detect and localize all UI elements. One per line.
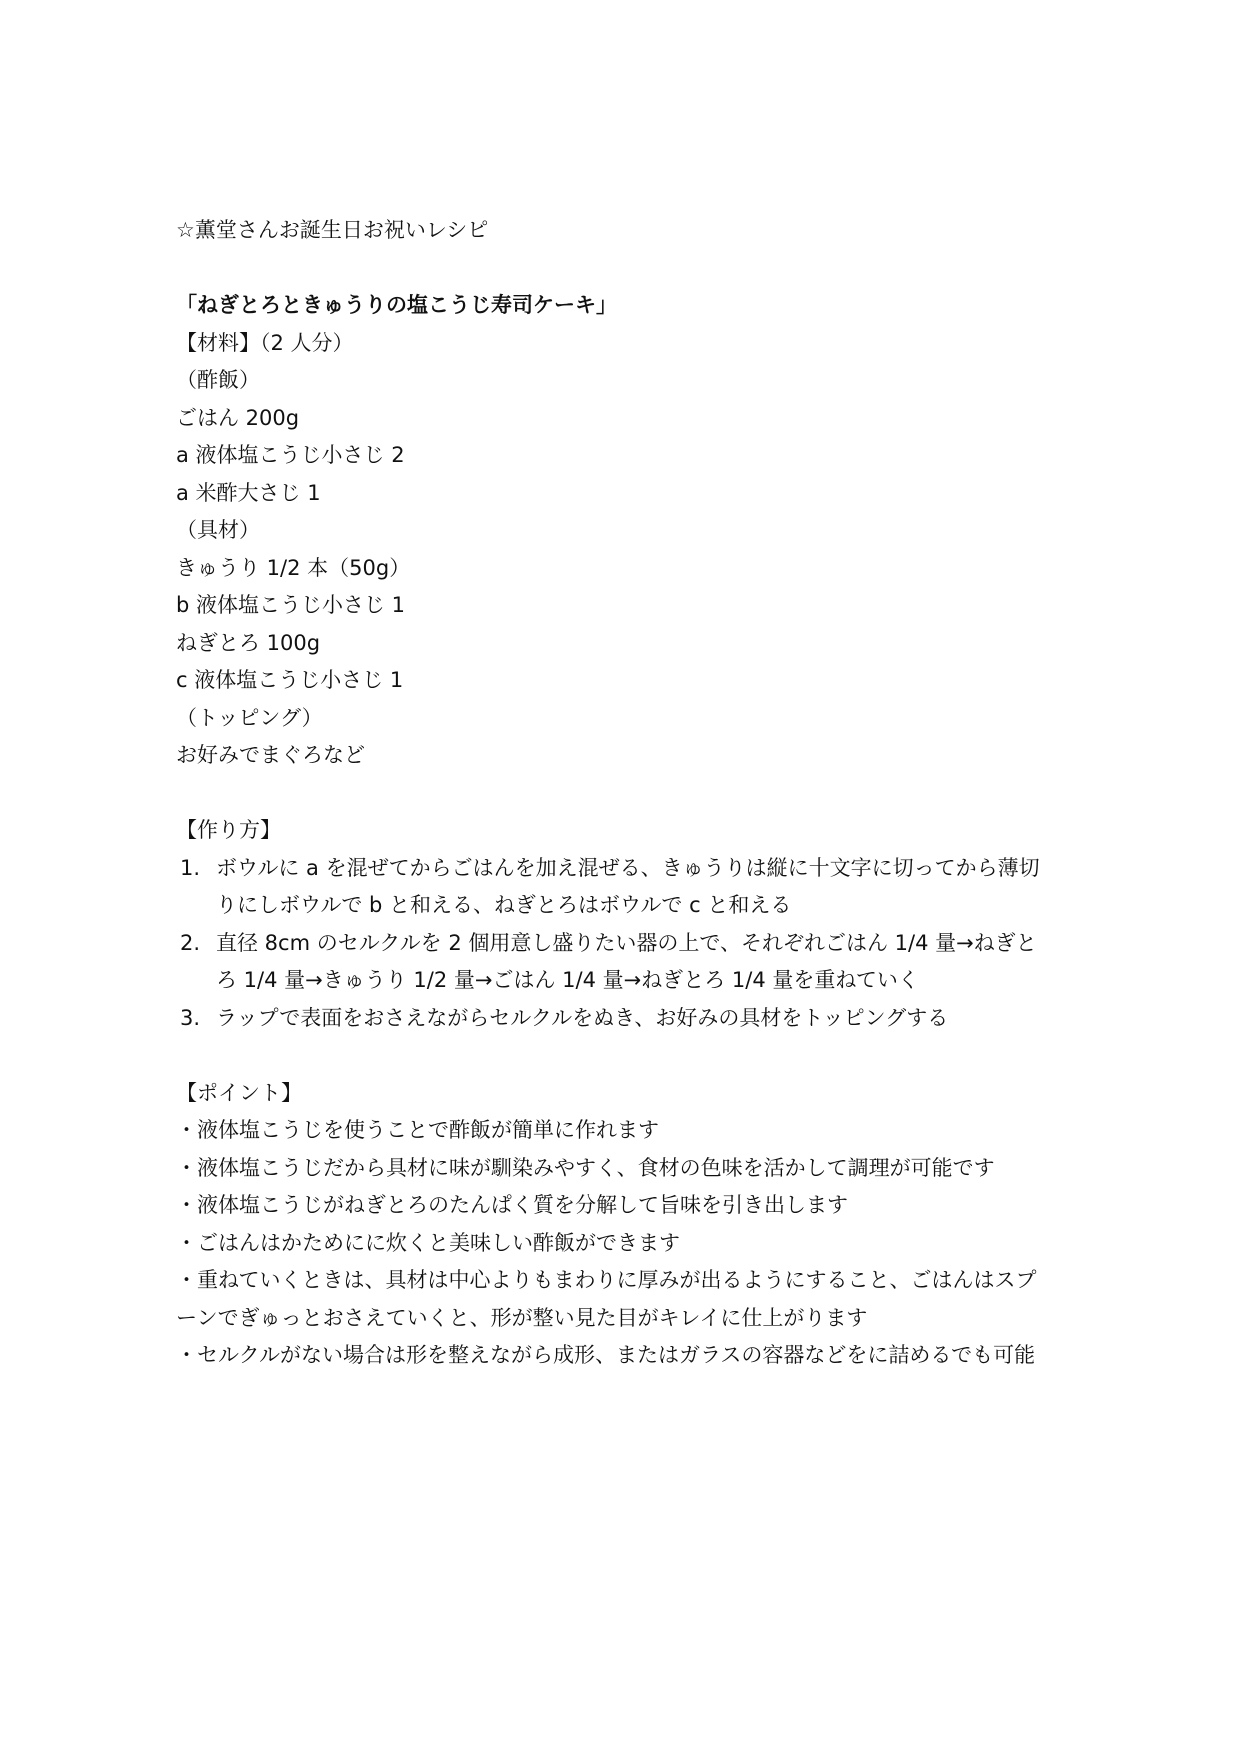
- ingredient-line: きゅうり 1/2 本（50g）: [176, 555, 411, 580]
- method-heading: 【作り方】: [176, 818, 281, 842]
- recipe-title: 「ねぎとろときゅうりの塩こうじ寿司ケーキ」: [176, 293, 617, 317]
- step-item: [176, 1000, 1076, 1038]
- spacer: [176, 1037, 1076, 1075]
- point-line: ・液体塩こうじを使うことで酢飯が簡単に作れます: [176, 1118, 659, 1142]
- ingredients-heading: 【材料】（2 人分）: [176, 330, 354, 355]
- point-line: ・ごはんはかためにに炊くと美味しい酢飯ができます: [176, 1230, 680, 1255]
- ingredient-line: b 液体塩こうじ小さじ 1: [176, 593, 406, 617]
- ingredient-list: [176, 362, 1076, 775]
- step-text: ろ 1/4 量→きゅうり 1/2 量→ごはん 1/4 量→ねぎとろ 1/4 量を重ねていく: [216, 968, 919, 992]
- spacer: [176, 775, 1076, 813]
- step-text: 直径 8cm のセルクルを 2 個用意し盛りたい器の上で、それぞれごはん 1/4 量→ねぎと: [216, 930, 1037, 955]
- point-line: ・液体塩こうじがねぎとろのたんぱく質を分解して旨味を引き出します: [176, 1193, 848, 1217]
- step-number: 1.: [180, 855, 201, 880]
- point-list: [176, 1112, 1076, 1375]
- point-line: ・液体塩こうじだから具材に味が馴染みやすく、食材の色味を活かして調理が可能です: [176, 1155, 995, 1180]
- step-item: [176, 850, 1076, 925]
- points-heading: 【ポイント】: [176, 1080, 302, 1105]
- spacer: [176, 250, 1076, 288]
- step-number: 2.: [180, 930, 201, 955]
- document-body: [176, 212, 1076, 1375]
- ingredient-line: a 米酢大さじ 1: [176, 480, 321, 505]
- ingredient-line: （酢飯）: [176, 368, 260, 392]
- step-item: [176, 925, 1076, 1000]
- step-list: [176, 850, 1076, 1038]
- step-number: 3.: [180, 1005, 201, 1030]
- ingredient-line: お好みでまぐろなど: [176, 743, 365, 767]
- point-line: ーンでぎゅっとおさえていくと、形が整い見た目がキレイに仕上がります: [176, 1305, 868, 1330]
- point-line: ・重ねていくときは、具材は中心よりもまわりに厚みが出るようにすること、ごはんはスプ: [176, 1268, 1037, 1292]
- step-text: りにしボウルで b と和える、ねぎとろはボウルで c と和える: [216, 893, 792, 917]
- ingredient-line: ごはん 200g: [176, 405, 300, 430]
- ingredient-line: c 液体塩こうじ小さじ 1: [176, 668, 404, 692]
- ingredient-line: （具材）: [176, 518, 260, 542]
- ingredient-line: （トッピング）: [176, 705, 323, 730]
- step-text: ラップで表面をおさえながらセルクルをぬき、お好みの具材をトッピングする: [216, 1005, 949, 1030]
- ingredient-line: a 液体塩こうじ小さじ 2: [176, 443, 405, 467]
- document-header: ☆薫堂さんお誕生日お祝いレシピ: [176, 218, 489, 242]
- step-text: ボウルに a を混ぜてからごはんを加え混ぜる、きゅうりは縦に十文字に切ってから薄切: [216, 855, 1040, 880]
- point-line: ・セルクルがない場合は形を整えながら成形、またはガラスの容器などをに詰めるでも可能: [176, 1343, 1036, 1367]
- ingredient-line: ねぎとろ 100g: [176, 630, 321, 655]
